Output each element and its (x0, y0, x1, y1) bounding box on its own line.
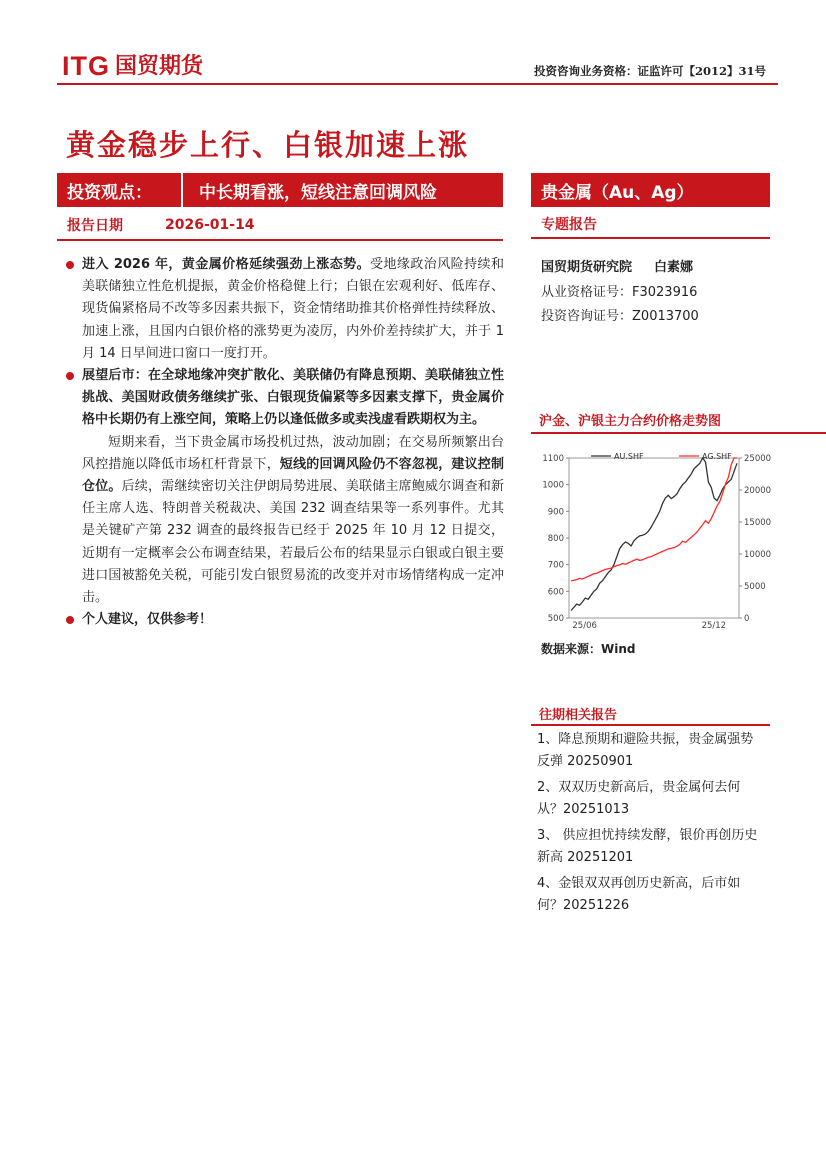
viewpoint-label: 投资观点： (67, 182, 152, 203)
related-report-item[interactable]: 1、降息预期和避险共振，贵金属强势反弹 20250901 (537, 732, 754, 769)
analyst-line (541, 256, 693, 275)
right-axis-ticks (739, 454, 771, 624)
paragraph-1-text: 受地缘政治风险持续和美联储独立性危机提振，黄金价格稳健上行；白银在宏观利好、低库存、现货偏紧格局不改等多因素共振下，资金情绪助推其价格弹性持续释放、加速上涨，且国内白银价格的涨势更为凌厉，内外价差持续扩大，并于 1 月 14 日早间进口窗口一度打开。 (82, 257, 504, 361)
report-date-bar (57, 211, 503, 241)
license-2-value: Z0013700 (632, 309, 699, 324)
left-axis-ticks (542, 454, 569, 624)
left-tick-label: 600 (547, 587, 564, 598)
paragraph-3-text-b: 后续，需继续密切关注伊朗局势进展、美联储主席鲍威尔调查和新任主席人选、特朗普关税裁决、美国 232 调查结果等一系列事件。尤其是关键矿产第 232 调查的最终报告已经于 2025 年 10 月 12 日提交，近期有一定概率会公布调查结果，若最后公布的结果显示白银或白银主要进口国被豁免关税，可能引发白银贸易流的改变并对市场情绪构成一定冲击。 (82, 479, 504, 606)
license-2-label: 投资咨询证号： (541, 309, 633, 324)
chart-title: 沪金、沪银主力合约价格走势图 (531, 410, 826, 434)
category-bar: 贵金属（Au、Ag） (531, 173, 770, 207)
related-report-item[interactable]: 3、 供应担忧持续发酵，银价再创历史新高 20251201 (537, 828, 758, 865)
right-tick-label: 10000 (744, 550, 772, 560)
left-tick-label: 500 (547, 614, 564, 624)
paragraph-1 (66, 254, 504, 365)
x-axis-ticks (572, 621, 726, 631)
analyst-name: 白素娜 (654, 260, 694, 275)
right-tick-label: 0 (744, 614, 750, 624)
report-date-label: 报告日期 (67, 218, 123, 234)
license-1-label: 从业资格证号： (541, 285, 633, 300)
paragraph-2 (66, 365, 504, 432)
left-tick-label: 800 (547, 534, 564, 544)
license-2 (541, 305, 699, 324)
license-1-value: F3023916 (632, 285, 698, 300)
report-title: 黄金稳步上行、白银加速上涨 (66, 128, 470, 162)
paragraph-1-lead: 进入 2026 年，黄金属价格延续强劲上涨态势。 (82, 257, 371, 272)
paragraph-3-text-a: 短期来看，当下贵金属市场投机过热，波动加剧；在交易所频繁出台风控措施以降低市场杠杆背景下， (82, 434, 504, 472)
left-tick-label: 1000 (542, 480, 564, 491)
viewpoint-text: 中长期看涨，短线注意回调风险 (199, 182, 437, 203)
related-reports-list (537, 729, 765, 921)
x-tick-label: 25/06 (572, 621, 597, 631)
viewpoint-bar (57, 173, 503, 207)
right-tick-label: 5000 (744, 582, 766, 592)
bullet-dot-icon (66, 261, 74, 269)
legend-label: AG.SHF (702, 452, 732, 461)
bullet-dot-icon (66, 372, 74, 380)
legend-label: AU.SHF (614, 452, 644, 461)
paragraph-3 (66, 432, 504, 610)
right-tick-label: 25000 (744, 454, 772, 464)
right-tick-label: 20000 (744, 486, 772, 496)
qualification-note: 投资咨询业务资格：证监许可【2012】31号 (533, 64, 766, 78)
institute-name: 国贸期货研究院 (541, 260, 633, 275)
related-reports-title: 往期相关报告 (531, 704, 770, 726)
x-tick-label: 25/12 (701, 621, 727, 631)
license-1 (541, 281, 697, 300)
related-report-item[interactable]: 2、双双历史新高后，贵金属何去何从？20251013 (537, 780, 741, 817)
paragraph-4 (66, 609, 504, 631)
header-divider (57, 83, 778, 85)
left-tick-label: 1100 (542, 454, 564, 464)
bullet-dot-icon (66, 616, 74, 624)
plot-frame (569, 458, 739, 618)
related-report-item[interactable]: 4、金银双双再创历史新高，后市如何？20251226 (537, 876, 741, 913)
data-source: 数据来源：Wind (541, 642, 636, 656)
paragraph-2-text: 展望后市：在全球地缘冲突扩散化、美联储仍有降息预期、美联储独立性挑战、美国财政债务继续扩张、白银现货偏紧等多因素支撑下，贵金属价格中长期仍有上涨空间，策略上仍以逢低做多或卖浅虚看跌期权为主。 (82, 368, 504, 428)
price-chart (531, 446, 776, 634)
paragraph-4-text: 个人建议，仅供参考！ (82, 612, 213, 628)
left-tick-label: 900 (547, 507, 564, 518)
itg-logo (62, 50, 203, 80)
left-tick-label: 700 (547, 560, 564, 571)
logo-company-name: 国贸期货 (115, 54, 204, 79)
report-type: 专题报告 (531, 211, 770, 239)
logo-itg-text: ITG (62, 51, 110, 81)
paragraph-3-emphasis: 短线的回调风险仍不容忽视，建议控制仓位。 (82, 456, 504, 495)
right-tick-label: 15000 (744, 518, 772, 528)
report-date-value: 2026-01-14 (165, 217, 255, 233)
report-body (66, 254, 504, 631)
